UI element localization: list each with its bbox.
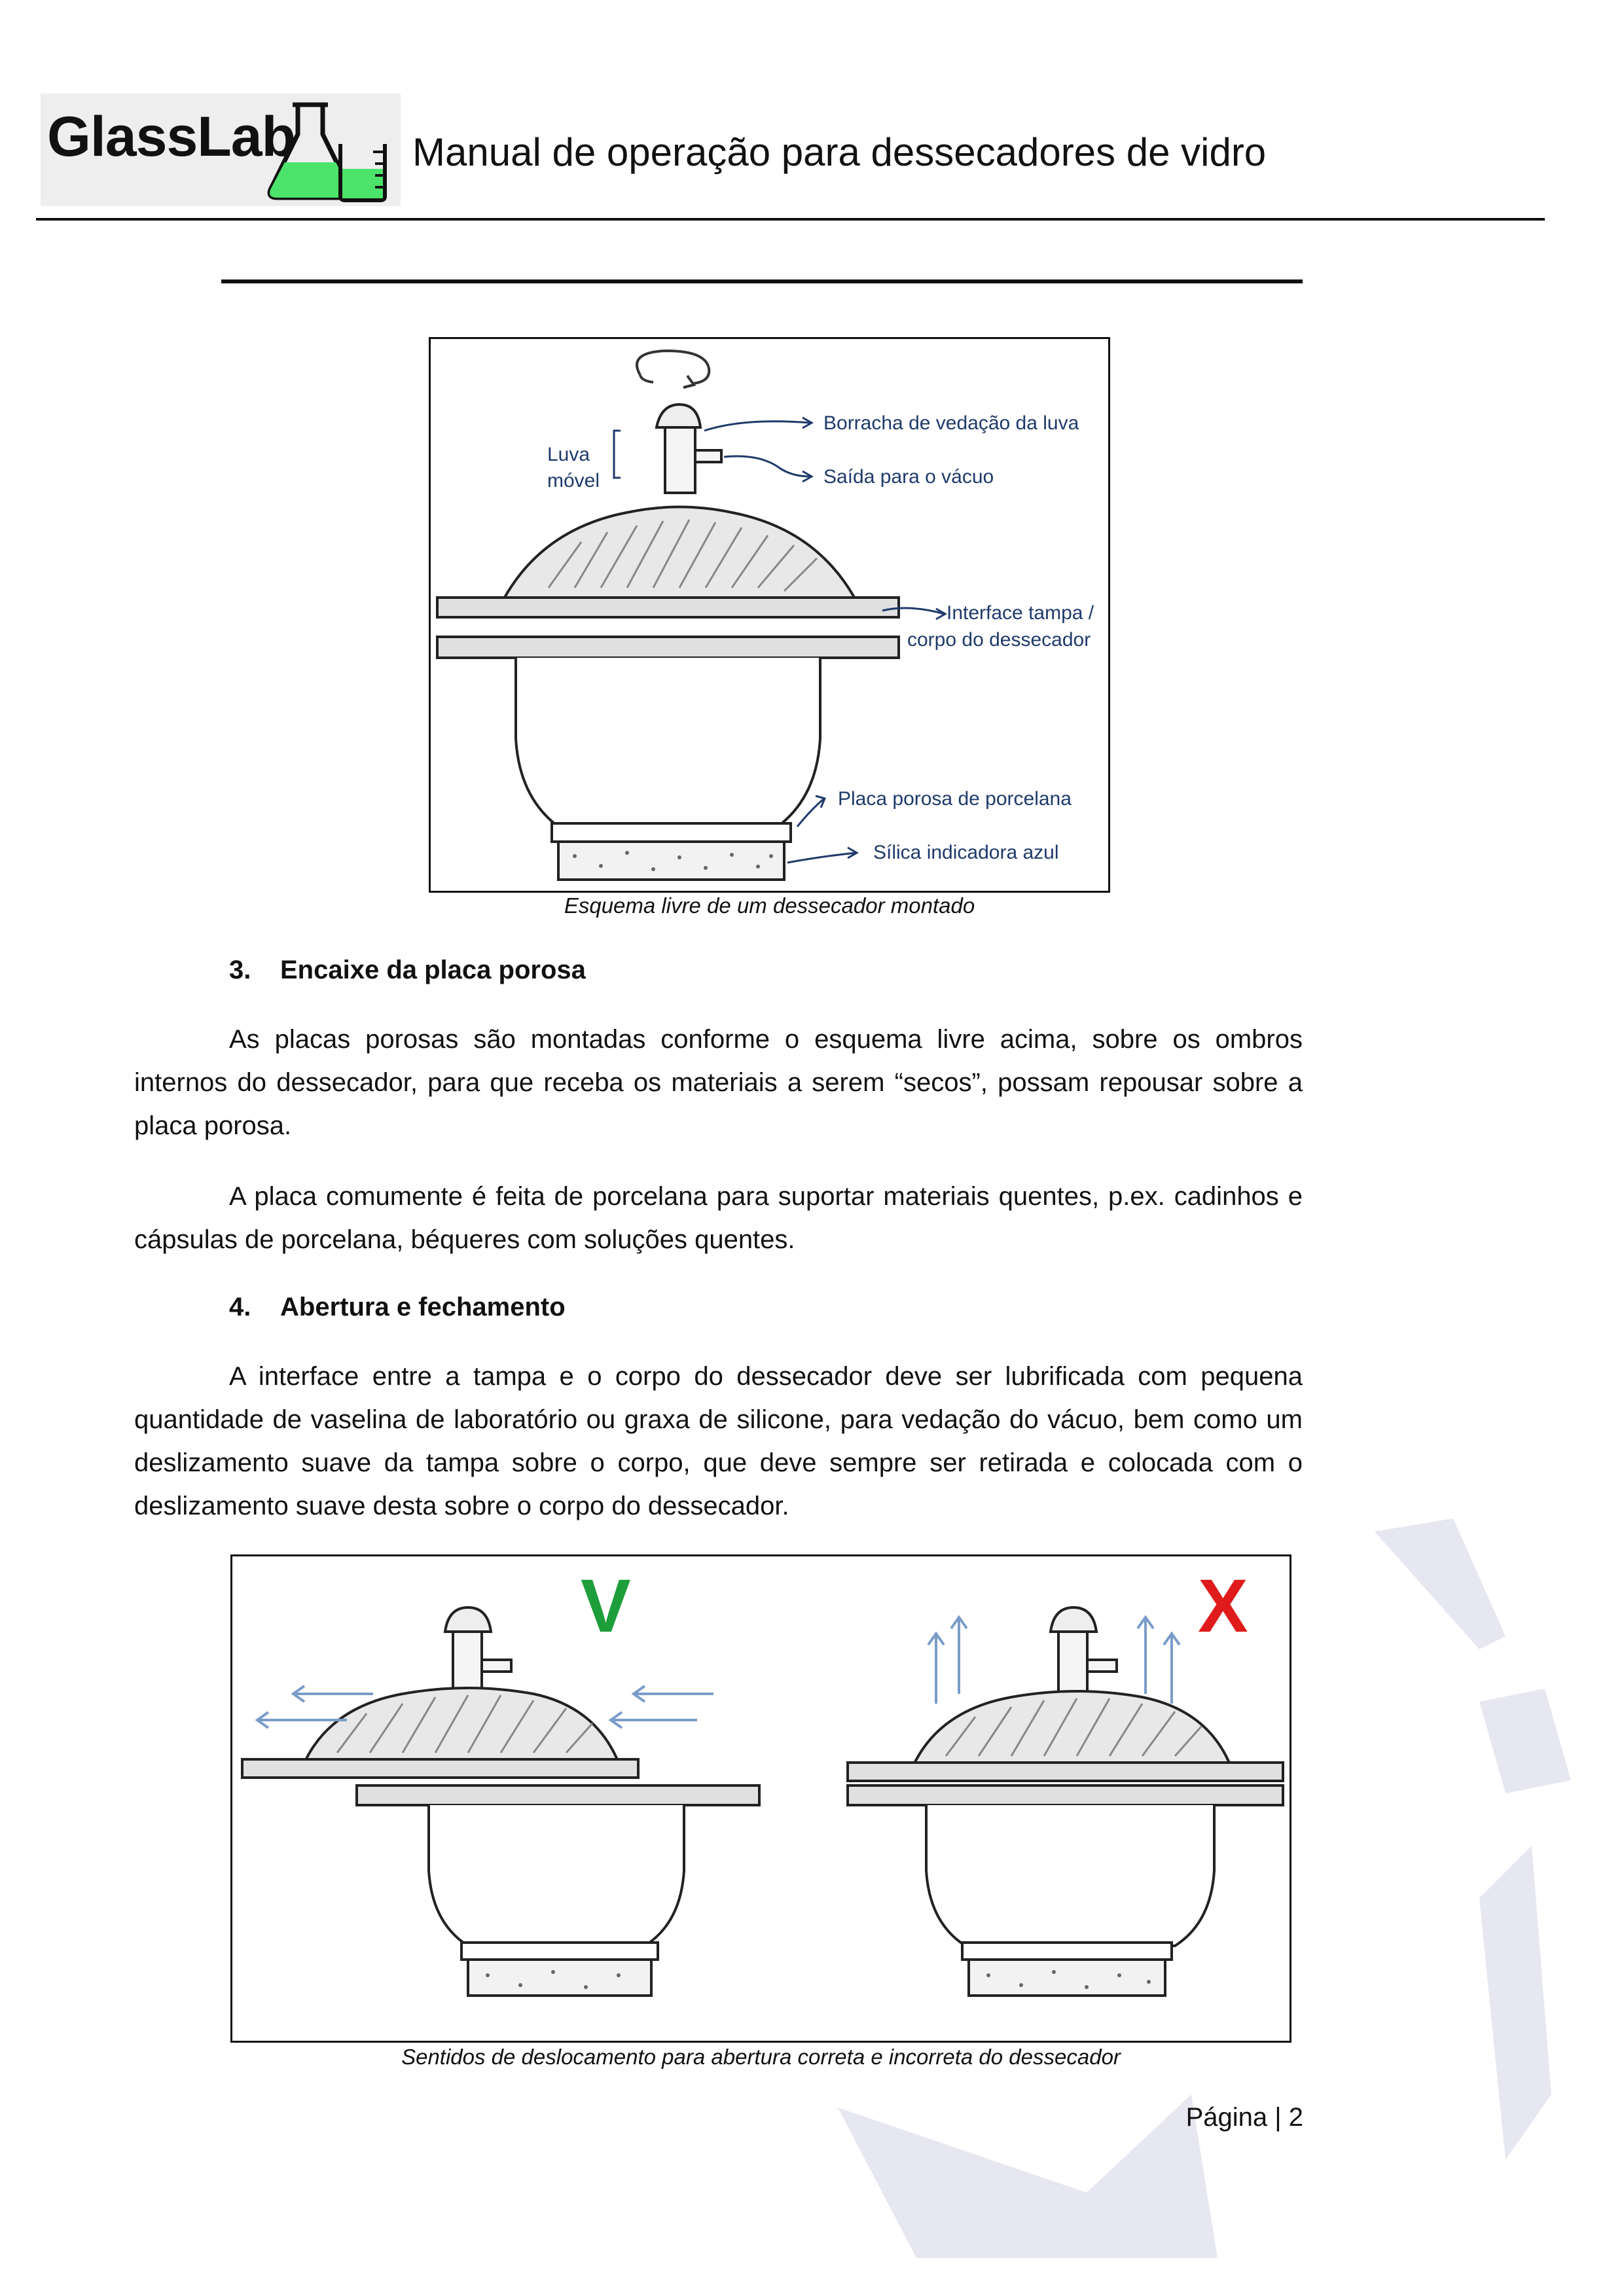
figure2-caption: Sentidos de deslocamento para abertura correta e incorreta do dessecador (401, 2045, 1121, 2069)
label-interface-1: Interface tampa / (947, 602, 1094, 624)
opening-directions-diagram (230, 1554, 1291, 2043)
figure1-caption: Esquema livre de um dessecador montado (564, 893, 975, 918)
opening-directions-drawing (232, 1556, 1290, 2041)
section3-paragraph-1: As placas porosas são montadas conforme o esquema livre acima, sobre os ombros internos do dessecador, para que receba os materiais a serem “secos”, possam repousar sobre a placa porosa. (134, 1025, 1303, 1140)
header-divider (36, 218, 1545, 221)
correct-desiccator (242, 1607, 759, 1996)
label-interface-2: corpo do dessecador (907, 629, 1091, 651)
label-saida: Saída para o vácuo (823, 466, 994, 488)
section3-body (134, 1018, 1303, 1147)
label-placa: Placa porosa de porcelana (838, 788, 1072, 810)
section3-number: 3. (229, 956, 251, 984)
section4-paragraph-1: A interface entre a tampa e o corpo do dessecador deve ser lubrificada com pequena quantidade de vaselina de laboratório ou graxa de silicone, para vedação do vácuo, bem como um deslizamento suave da tampa sobre o corpo, que deve sempre ser retirada e colocada com o deslizamento suave desta sobre o corpo do dessecador. (134, 1362, 1303, 1520)
section4-body (134, 1355, 1303, 1528)
document-title: Manual de operação para dessecadores de vidro (412, 130, 1267, 174)
section-divider (221, 279, 1303, 283)
desiccator-diagram (429, 337, 1110, 893)
label-borracha: Borracha de vedação da luva (823, 412, 1079, 434)
page-number: Página | 2 (1185, 2103, 1303, 2132)
section4-heading: Abertura e fechamento (280, 1293, 566, 1321)
section3-heading: Encaixe da placa porosa (280, 956, 586, 984)
label-movel: móvel (547, 470, 600, 492)
label-silica: Sílica indicadora azul (873, 842, 1059, 863)
incorrect-desiccator (848, 1607, 1283, 1996)
section3-paragraph-2: A placa comumente é feita de porcelana para suportar materiais quentes, p.ex. cadinhos e cápsulas de porcelana, béqueres com soluções quentes. (134, 1182, 1303, 1254)
correct-check-mark: V (581, 1564, 631, 1648)
incorrect-x-mark: X (1198, 1564, 1248, 1648)
flask-logo-icon (259, 98, 396, 203)
logo-text: GlassLab (47, 105, 296, 168)
section3-body-2 (134, 1175, 1303, 1261)
section4-number: 4. (229, 1293, 251, 1321)
label-luva: Luva (547, 444, 590, 465)
